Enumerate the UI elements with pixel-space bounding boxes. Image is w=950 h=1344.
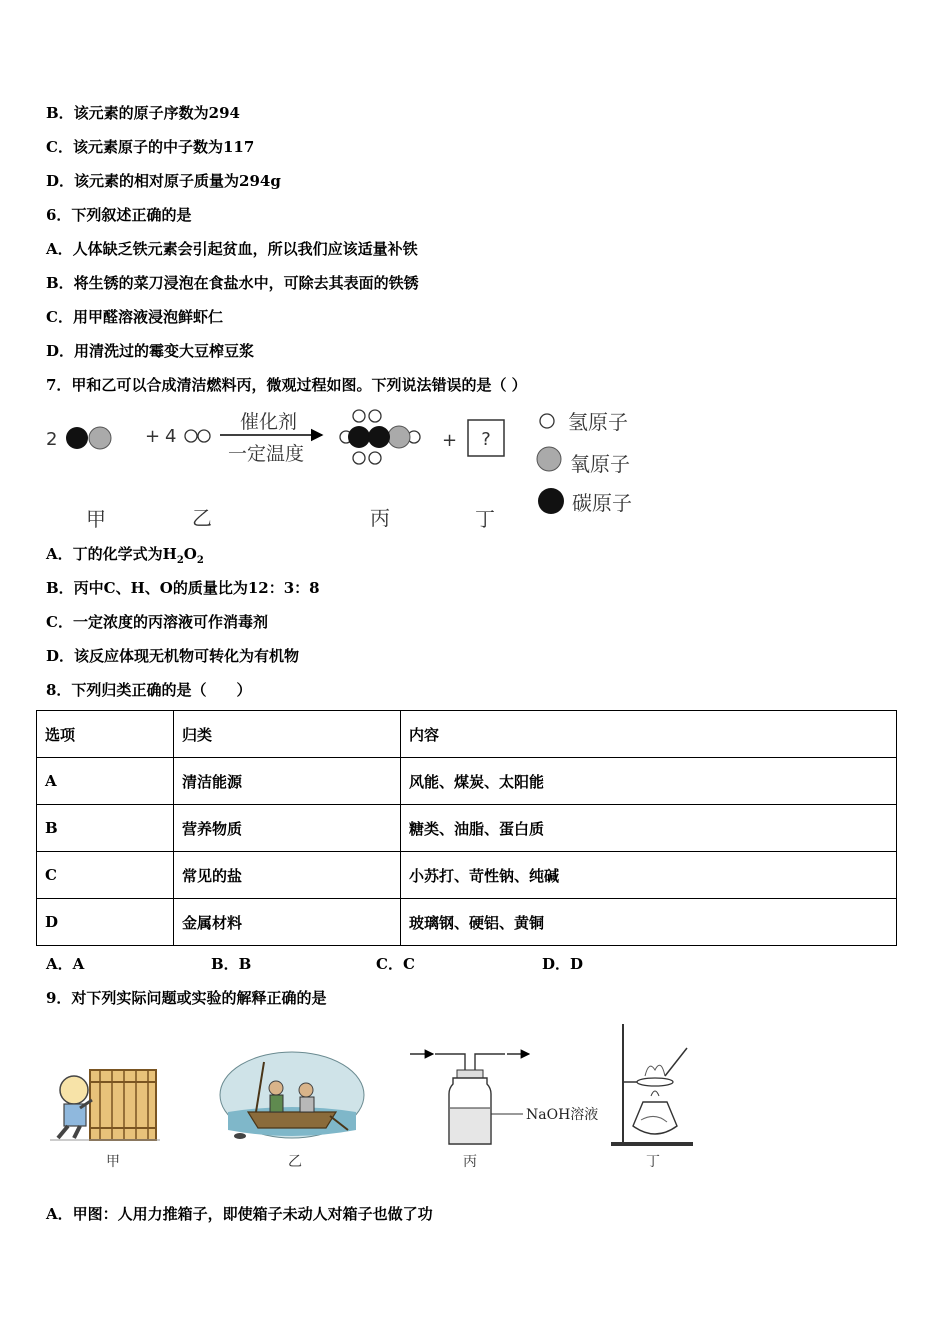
q8-stem: 8．下列归类正确的是（ ）	[46, 681, 252, 699]
table-cell: A	[37, 758, 174, 805]
table-cell: 小苏打、苛性钠、纯碱	[401, 852, 897, 899]
temperature-label: 一定温度	[228, 443, 305, 465]
q7-option-d: D．该反应体现无机物可转化为有机物	[46, 647, 300, 665]
header-cell: 选项	[37, 711, 174, 758]
person-head	[60, 1076, 88, 1104]
legend-hydrogen-label: 氢原子	[568, 410, 628, 434]
q7-option-a: A．丁的化学式为$H_2O_2$	[46, 545, 204, 566]
oxygen-atom	[89, 427, 111, 449]
label-jia: 甲	[86, 507, 106, 531]
header-cell: 内容	[401, 711, 897, 758]
table-cell: 金属材料	[174, 899, 401, 946]
unknown-mark: ?	[481, 429, 491, 450]
table-row	[37, 852, 897, 899]
legend-oxygen-label: 氧原子	[570, 452, 630, 476]
boat	[248, 1112, 336, 1128]
coef-jia: 2	[46, 429, 58, 450]
q7-option-b: B．丙中C、H、O的质量比为12：3：8	[46, 579, 320, 597]
hydrogen-atom	[198, 430, 210, 442]
table-cell: B	[37, 805, 174, 852]
q6-option-d: D．用清洗过的霉变大豆榨豆浆	[46, 342, 255, 360]
naoh-label: NaOH溶液	[526, 1107, 599, 1123]
table-cell: 糖类、油脂、蛋白质	[401, 805, 897, 852]
q5-option-b: B．该元素的原子序数为294	[46, 104, 240, 122]
coef-yi: 4	[165, 426, 177, 447]
stand-base	[611, 1142, 693, 1146]
table-cell: 清洁能源	[174, 758, 401, 805]
legend-oxygen-icon	[537, 447, 561, 471]
q8-option-b: B．B	[211, 955, 252, 973]
q5-option-d: D．该元素的相对原子质量为294g	[46, 172, 281, 190]
label-jia: 甲	[106, 1154, 120, 1170]
label-bing: 丙	[370, 506, 390, 530]
hydrogen-atom	[353, 410, 365, 422]
q5-option-c: C．该元素原子的中子数为117	[46, 138, 255, 156]
alcohol-lamp	[633, 1102, 677, 1134]
legend-hydrogen-icon	[540, 414, 554, 428]
label-bing: 丙	[463, 1154, 477, 1170]
hydrogen-atom	[353, 452, 365, 464]
hydrogen-atom	[185, 430, 197, 442]
hydrogen-atom	[369, 410, 381, 422]
carbon-atom	[368, 426, 390, 448]
table-row	[37, 805, 897, 852]
carbon-atom	[66, 427, 88, 449]
hydrogen-atom	[369, 452, 381, 464]
table-row	[37, 899, 897, 946]
q9-fig-yi-fishing-boat	[218, 1050, 366, 1172]
label-ding: 丁	[646, 1154, 660, 1170]
table-cell: 风能、煤炭、太阳能	[401, 758, 897, 805]
plus-sign: +	[442, 430, 458, 451]
q9-fig-ding-alcohol-lamp	[605, 1020, 705, 1172]
table-cell: D	[37, 899, 174, 946]
q8-option-c: C．C	[376, 955, 415, 973]
label-ding: 丁	[475, 507, 495, 531]
legend-carbon-icon	[538, 488, 564, 514]
catalyst-label: 催化剂	[240, 411, 298, 433]
q9-fig-jia-pushing-box	[50, 1060, 162, 1170]
plus-sign: +	[145, 426, 161, 447]
q6-option-c: C．用甲醛溶液浸泡鲜虾仁	[46, 308, 223, 326]
header-cell: 归类	[174, 711, 401, 758]
q8-classification-table	[36, 710, 897, 946]
q9-option-a: A．甲图：人用力推箱子，即使箱子未动人对箱子也做了功	[46, 1205, 433, 1223]
table-header-row	[37, 711, 897, 758]
carbon-atom	[348, 426, 370, 448]
stopper	[457, 1070, 483, 1078]
label-yi: 乙	[192, 506, 212, 530]
q6-stem: 6．下列叙述正确的是	[46, 206, 192, 224]
evaporating-dish	[637, 1078, 673, 1086]
q6-option-b: B．将生锈的菜刀浸泡在食盐水中，可除去其表面的铁锈	[46, 274, 419, 292]
q9-fig-bing-gas-bottle	[405, 1042, 610, 1174]
table-row	[37, 758, 897, 805]
table-cell: C	[37, 852, 174, 899]
table-cell: 玻璃钢、硬铝、黄铜	[401, 899, 897, 946]
q7-option-c: C．一定浓度的丙溶液可作消毒剂	[46, 613, 268, 631]
table-cell: 营养物质	[174, 805, 401, 852]
table-cell: 常见的盐	[174, 852, 401, 899]
q8-option-d: D．D	[542, 955, 584, 973]
label-yi: 乙	[288, 1154, 302, 1170]
legend-carbon-label: 碳原子	[572, 491, 632, 515]
q6-option-a: A．人体缺乏铁元素会引起贫血，所以我们应该适量补铁	[46, 240, 418, 258]
glass-rod	[665, 1048, 687, 1076]
q7-reaction-figure	[40, 400, 650, 535]
q8-option-a: A．A	[46, 955, 85, 973]
q9-stem: 9．对下列实际问题或实验的解释正确的是	[46, 989, 327, 1007]
q7-stem: 7．甲和乙可以合成清洁燃料丙，微观过程如图。下列说法错误的是（ ）	[46, 376, 527, 394]
oxygen-atom	[388, 426, 410, 448]
